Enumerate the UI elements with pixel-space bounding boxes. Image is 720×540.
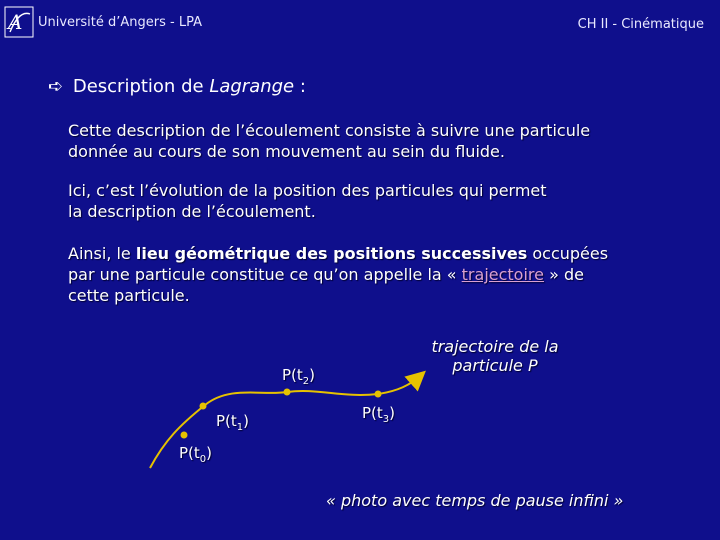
- paragraph-text: » de: [543, 265, 584, 284]
- photo-caption: « photo avec temps de pause infini »: [326, 491, 624, 510]
- label-p-t2: $P(t_2)$: [282, 366, 316, 387]
- label-p-t3: $P(t_3)$: [362, 404, 396, 425]
- paragraph-text: Ainsi, le: [68, 244, 136, 263]
- paragraph-text: par une particule constitue ce qu’on appelle la «: [68, 265, 462, 284]
- trajectory-label: trajectoire de la particule P: [431, 337, 559, 375]
- label-p-t1: $P(t_1)$: [216, 412, 250, 433]
- arrow-icon: ➪: [48, 76, 64, 97]
- svg-text:A: A: [8, 10, 23, 34]
- label-p-t0: $P(t_0)$: [179, 444, 213, 465]
- header-chapter: CH II - Cinématique: [577, 17, 704, 32]
- paragraph-line: la description de l’écoulement.: [68, 202, 316, 221]
- title-prefix: Description de: [72, 76, 204, 97]
- title-italic: Lagrange: [209, 76, 295, 97]
- paragraph-line: donnée au cours de son mouvement au sein du fluide.: [68, 142, 505, 161]
- point-t1: [200, 403, 207, 410]
- paragraph-text: occupées: [527, 244, 609, 263]
- paragraph-text: cette particule.: [68, 286, 190, 305]
- point-t3: [375, 391, 382, 398]
- title-suffix: :: [299, 76, 306, 97]
- paragraph-line: Ici, c’est l’évolution de la position des particules qui permet: [68, 181, 547, 200]
- paragraph-line: Cette description de l’écoulement consiste à suivre une particule: [68, 121, 591, 140]
- header-institution: Université d’Angers - LPA: [38, 15, 202, 30]
- trajectoire-link[interactable]: trajectoire: [461, 265, 544, 284]
- point-t0: [181, 432, 188, 439]
- bold-term: lieu géométrique des positions successives: [135, 244, 528, 263]
- point-t2: [284, 389, 291, 396]
